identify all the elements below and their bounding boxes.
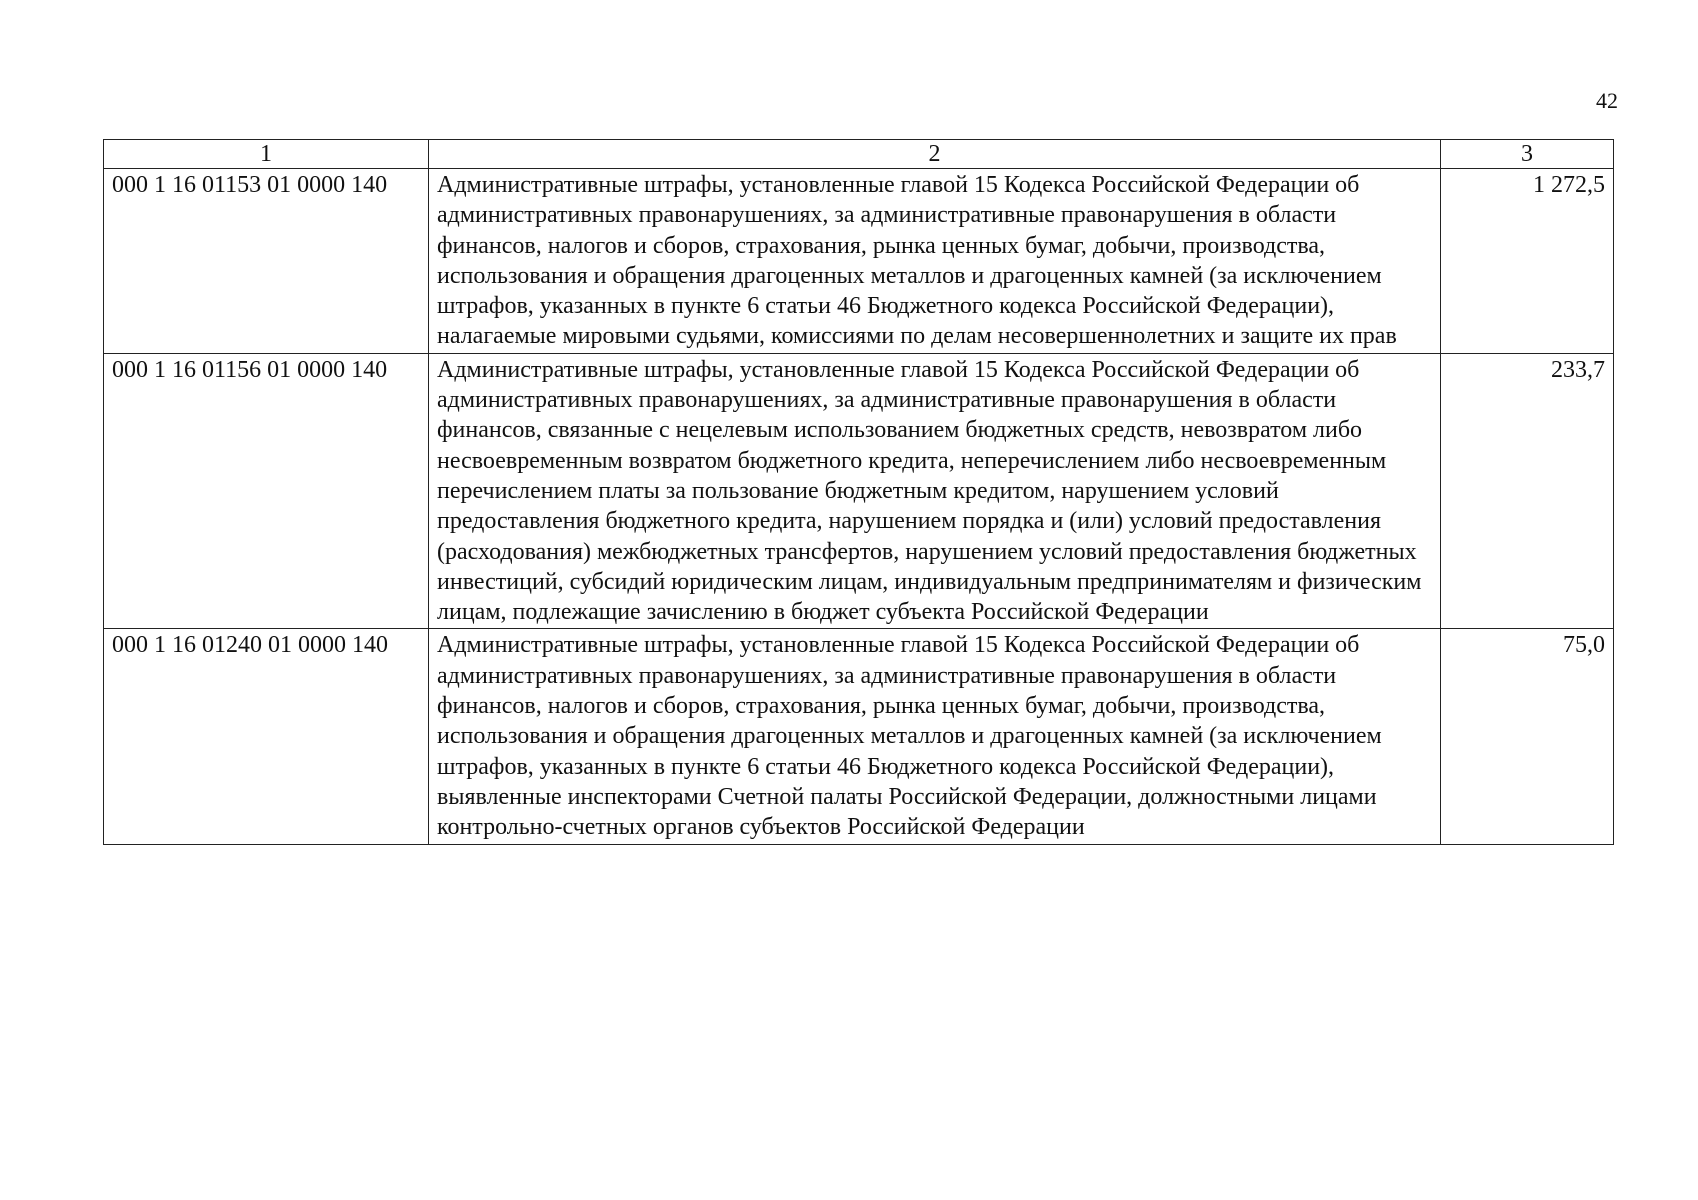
header-col-1: 1 (104, 140, 429, 169)
header-col-2: 2 (429, 140, 1441, 169)
row-description: Административные штрафы, установленные главой 15 Кодекса Российской Федерации об административных правонарушениях, за административные правонарушения в области финансов, налогов и сборов, страхования, рынка ценных бумаг, добычи, производства, использования и обращения драгоценных металлов и драгоценных камней (за исключением штрафов, указанных в пункте 6 статьи 46 Бюджетного кодекса Российской Федерации), выявленные инспекторами Счетной палаты Российской Федерации, должностными лицами контрольно-счетных органов субъектов Российской Федерации (429, 629, 1441, 844)
budget-revenue-table (103, 139, 1614, 845)
row-amount: 1 272,5 (1441, 169, 1614, 354)
table-header-row (104, 140, 1614, 169)
header-col-3: 3 (1441, 140, 1614, 169)
table-row (104, 169, 1614, 354)
row-code: 000 1 16 01156 01 0000 140 (104, 353, 429, 629)
row-code: 000 1 16 01240 01 0000 140 (104, 629, 429, 844)
table-row (104, 353, 1614, 629)
row-code: 000 1 16 01153 01 0000 140 (104, 169, 429, 354)
row-description: Административные штрафы, установленные главой 15 Кодекса Российской Федерации об административных правонарушениях, за административные правонарушения в области финансов, связанные с нецелевым использованием бюджетных средств, невозвратом либо несвоевременным возвратом бюджетного кредита, неперечислением либо несвоевременным перечислением платы за пользование бюджетным кредитом, нарушением условий предоставления бюджетного кредита, нарушением порядка и (или) условий предоставления (расходования) межбюджетных трансфертов, нарушением условий предоставления бюджетных инвестиций, субсидий юридическим лицам, индивидуальным предпринимателям и физическим лицам, подлежащие зачислению в бюджет субъекта Российской Федерации (429, 353, 1441, 629)
row-description: Административные штрафы, установленные главой 15 Кодекса Российской Федерации об административных правонарушениях, за административные правонарушения в области финансов, налогов и сборов, страхования, рынка ценных бумаг, добычи, производства, использования и обращения драгоценных металлов и драгоценных камней (за исключением штрафов, указанных в пункте 6 статьи 46 Бюджетного кодекса Российской Федерации), налагаемые мировыми судьями, комиссиями по делам несовершеннолетних и защите их прав (429, 169, 1441, 354)
page-number: 42 (1596, 88, 1618, 113)
table-row (104, 629, 1614, 844)
row-amount: 75,0 (1441, 629, 1614, 844)
row-amount: 233,7 (1441, 353, 1614, 629)
